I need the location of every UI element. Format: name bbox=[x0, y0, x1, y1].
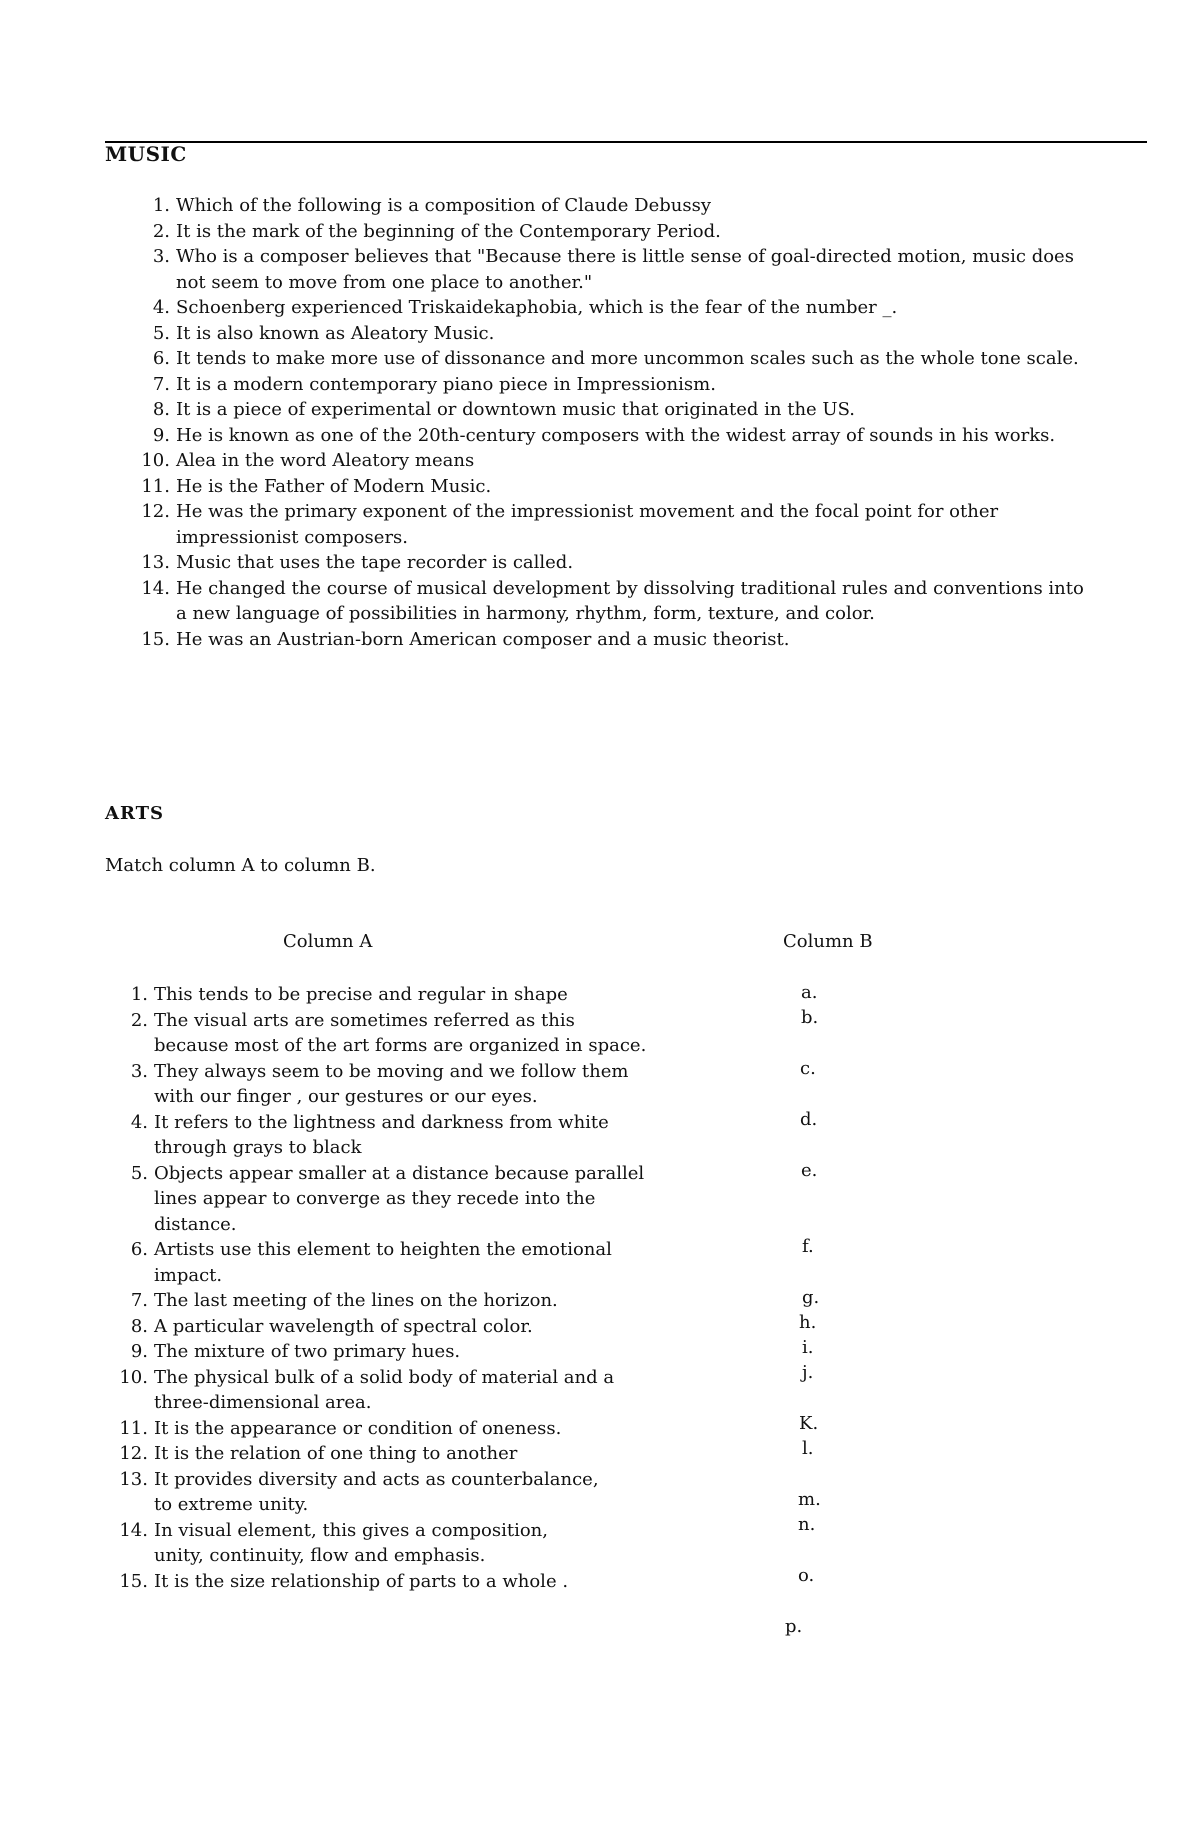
arts-item bbox=[118, 1059, 738, 1110]
column-a-heading: Column A bbox=[283, 931, 373, 952]
item-text-line: because most of the art forms are organized in space. bbox=[154, 1035, 647, 1056]
column-b-letter: d. bbox=[800, 1109, 818, 1130]
question-number: 7. bbox=[152, 373, 170, 395]
item-text-line: to extreme unity. bbox=[154, 1494, 309, 1515]
question-text: It is also known as Aleatory Music. bbox=[176, 322, 495, 344]
item-number: 9. bbox=[130, 1341, 148, 1362]
column-b-letter: c. bbox=[800, 1058, 816, 1079]
arts-item bbox=[118, 1416, 738, 1442]
question-text: Who is a composer believes that "Because there is little sense of goal-directed motion, music does not seem to move from one place to another." bbox=[176, 246, 1074, 293]
item-text-line: It provides diversity and acts as counterbalance, bbox=[154, 1468, 599, 1490]
column-b-letter: p. bbox=[785, 1616, 803, 1637]
column-b-letter: f. bbox=[802, 1236, 814, 1257]
question-number: 2. bbox=[152, 220, 170, 242]
arts-item bbox=[118, 1008, 738, 1059]
item-text bbox=[154, 1569, 738, 1595]
arts-item bbox=[118, 1161, 738, 1238]
music-question-list bbox=[138, 193, 1098, 652]
item-number: 14. bbox=[119, 1519, 148, 1541]
column-b-letter: n. bbox=[798, 1514, 816, 1535]
music-question bbox=[138, 423, 1098, 449]
music-question bbox=[138, 448, 1098, 474]
item-text-line: It is the size relationship of parts to a whole . bbox=[154, 1570, 569, 1592]
item-text-line: It is the relation of one thing to another bbox=[154, 1443, 518, 1464]
arts-item bbox=[118, 1365, 738, 1416]
arts-item bbox=[118, 1467, 738, 1518]
arts-item-list bbox=[118, 982, 738, 1594]
music-question bbox=[138, 474, 1098, 500]
item-text bbox=[154, 1365, 738, 1416]
question-number: 12. bbox=[141, 501, 170, 522]
column-b-letter: a. bbox=[801, 982, 818, 1003]
question-text: Schoenberg experienced Triskaidekaphobia, which is the fear of the number _. bbox=[176, 297, 898, 318]
question-number: 8. bbox=[152, 399, 170, 420]
question-text: He changed the course of musical development by dissolving traditional rules and conventions into a new language of possibilities in harmony, rhythm, form, texture, and color. bbox=[176, 577, 1084, 624]
question-number: 14. bbox=[141, 577, 170, 599]
question-number: 9. bbox=[152, 424, 170, 446]
column-b-letter: h. bbox=[799, 1312, 817, 1333]
question-text: He is the Father of Modern Music. bbox=[176, 475, 492, 497]
column-b-letter: g. bbox=[802, 1287, 820, 1308]
question-number: 15. bbox=[141, 628, 170, 650]
item-text bbox=[154, 1339, 738, 1365]
item-number: 4. bbox=[130, 1111, 148, 1133]
item-number: 13. bbox=[119, 1468, 148, 1490]
column-b-letter: l. bbox=[802, 1438, 814, 1459]
item-number: 15. bbox=[119, 1570, 148, 1592]
column-b-letter: j. bbox=[802, 1362, 814, 1383]
item-text-line: Objects appear smaller at a distance because parallel bbox=[154, 1162, 645, 1184]
question-text: He was the primary exponent of the impressionist movement and the focal point for other impressionist composers. bbox=[176, 501, 999, 548]
column-b-letter: i. bbox=[802, 1337, 814, 1358]
arts-item bbox=[118, 1518, 738, 1569]
arts-item bbox=[118, 1110, 738, 1161]
question-text: Which of the following is a composition of Claude Debussy bbox=[176, 195, 711, 216]
item-text-line: distance. bbox=[154, 1213, 237, 1235]
music-question bbox=[138, 550, 1098, 576]
item-text bbox=[154, 1110, 738, 1161]
arts-item bbox=[118, 1314, 738, 1340]
column-b-letter: K. bbox=[799, 1413, 819, 1434]
item-number: 2. bbox=[130, 1009, 148, 1031]
item-text-line: Artists use this element to heighten the emotional bbox=[154, 1239, 612, 1260]
arts-item bbox=[118, 1339, 738, 1365]
item-text-line: The mixture of two primary hues. bbox=[154, 1341, 461, 1362]
music-question bbox=[138, 193, 1098, 219]
music-question bbox=[138, 627, 1098, 653]
column-b-letter: e. bbox=[801, 1160, 818, 1181]
question-number: 10. bbox=[141, 450, 170, 471]
column-b-letter: m. bbox=[798, 1489, 821, 1510]
arts-item bbox=[118, 1237, 738, 1288]
item-number: 12. bbox=[119, 1443, 148, 1464]
music-question bbox=[138, 499, 1098, 550]
question-text: Alea in the word Aleatory means bbox=[176, 450, 475, 471]
music-question bbox=[138, 295, 1098, 321]
item-text-line: The physical bulk of a solid body of material and a bbox=[154, 1366, 615, 1388]
item-text-line: It is the appearance or condition of oneness. bbox=[154, 1417, 562, 1439]
arts-item bbox=[118, 982, 738, 1008]
music-question bbox=[138, 346, 1098, 372]
item-text bbox=[154, 1008, 738, 1059]
music-question bbox=[138, 372, 1098, 398]
item-text bbox=[154, 1441, 738, 1467]
item-text bbox=[154, 1288, 738, 1314]
item-number: 7. bbox=[130, 1290, 148, 1311]
item-number: 1. bbox=[130, 984, 148, 1005]
item-text bbox=[154, 1237, 738, 1288]
question-number: 5. bbox=[152, 322, 170, 344]
question-number: 11. bbox=[141, 475, 170, 497]
item-text bbox=[154, 1314, 738, 1340]
music-question bbox=[138, 321, 1098, 347]
arts-item bbox=[118, 1441, 738, 1467]
column-b-letter: b. bbox=[801, 1007, 819, 1028]
item-text bbox=[154, 1518, 738, 1569]
question-text: He was an Austrian-born American composer and a music theorist. bbox=[176, 628, 790, 650]
item-text-line: It refers to the lightness and darkness from white bbox=[154, 1111, 609, 1133]
item-text-line: with our finger , our gestures or our eyes. bbox=[154, 1086, 538, 1107]
arts-instruction: Match column A to column B. bbox=[105, 855, 376, 876]
question-number: 4. bbox=[152, 297, 170, 318]
item-number: 10. bbox=[119, 1366, 148, 1388]
item-text bbox=[154, 1161, 738, 1238]
item-text-line: The last meeting of the lines on the horizon. bbox=[154, 1290, 558, 1311]
question-text: He is known as one of the 20th-century composers with the widest array of sounds in his works. bbox=[176, 424, 1056, 446]
arts-item bbox=[118, 1569, 738, 1595]
question-text: Music that uses the tape recorder is called. bbox=[176, 552, 574, 573]
question-number: 13. bbox=[141, 552, 170, 573]
music-question bbox=[138, 244, 1098, 295]
music-question bbox=[138, 219, 1098, 245]
question-text: It is a piece of experimental or downtown music that originated in the US. bbox=[176, 399, 856, 420]
item-number: 11. bbox=[119, 1417, 148, 1439]
item-text bbox=[154, 1416, 738, 1442]
arts-item bbox=[118, 1288, 738, 1314]
item-number: 3. bbox=[130, 1060, 148, 1082]
item-number: 5. bbox=[130, 1162, 148, 1184]
item-text-line: lines appear to converge as they recede into the bbox=[154, 1188, 596, 1209]
question-number: 1. bbox=[152, 195, 170, 216]
item-number: 8. bbox=[130, 1315, 148, 1337]
item-number: 6. bbox=[130, 1239, 148, 1260]
column-b-letter: o. bbox=[798, 1565, 815, 1586]
item-text bbox=[154, 982, 738, 1008]
item-text-line: The visual arts are sometimes referred as this bbox=[154, 1009, 575, 1031]
item-text-line: A particular wavelength of spectral color. bbox=[154, 1315, 533, 1337]
item-text-line: They always seem to be moving and we follow them bbox=[154, 1060, 629, 1082]
item-text-line: through grays to black bbox=[154, 1137, 362, 1158]
header-rule bbox=[105, 141, 1147, 143]
item-text-line: This tends to be precise and regular in shape bbox=[154, 984, 568, 1005]
question-text: It tends to make more use of dissonance and more uncommon scales such as the whole tone scale. bbox=[176, 348, 1079, 369]
item-text-line: In visual element, this gives a composition, bbox=[154, 1519, 548, 1541]
item-text bbox=[154, 1059, 738, 1110]
question-number: 3. bbox=[152, 246, 170, 267]
music-question bbox=[138, 397, 1098, 423]
column-b-heading: Column B bbox=[783, 931, 873, 952]
question-text: It is a modern contemporary piano piece in Impressionism. bbox=[176, 373, 716, 395]
question-number: 6. bbox=[152, 348, 170, 369]
question-text: It is the mark of the beginning of the Contemporary Period. bbox=[176, 220, 721, 242]
item-text bbox=[154, 1467, 738, 1518]
item-text-line: unity, continuity, flow and emphasis. bbox=[154, 1545, 486, 1566]
item-text-line: impact. bbox=[154, 1264, 223, 1286]
item-text-line: three-dimensional area. bbox=[154, 1392, 372, 1413]
music-heading: MUSIC bbox=[105, 142, 187, 166]
music-question bbox=[138, 576, 1098, 627]
arts-heading: ARTS bbox=[105, 803, 165, 824]
